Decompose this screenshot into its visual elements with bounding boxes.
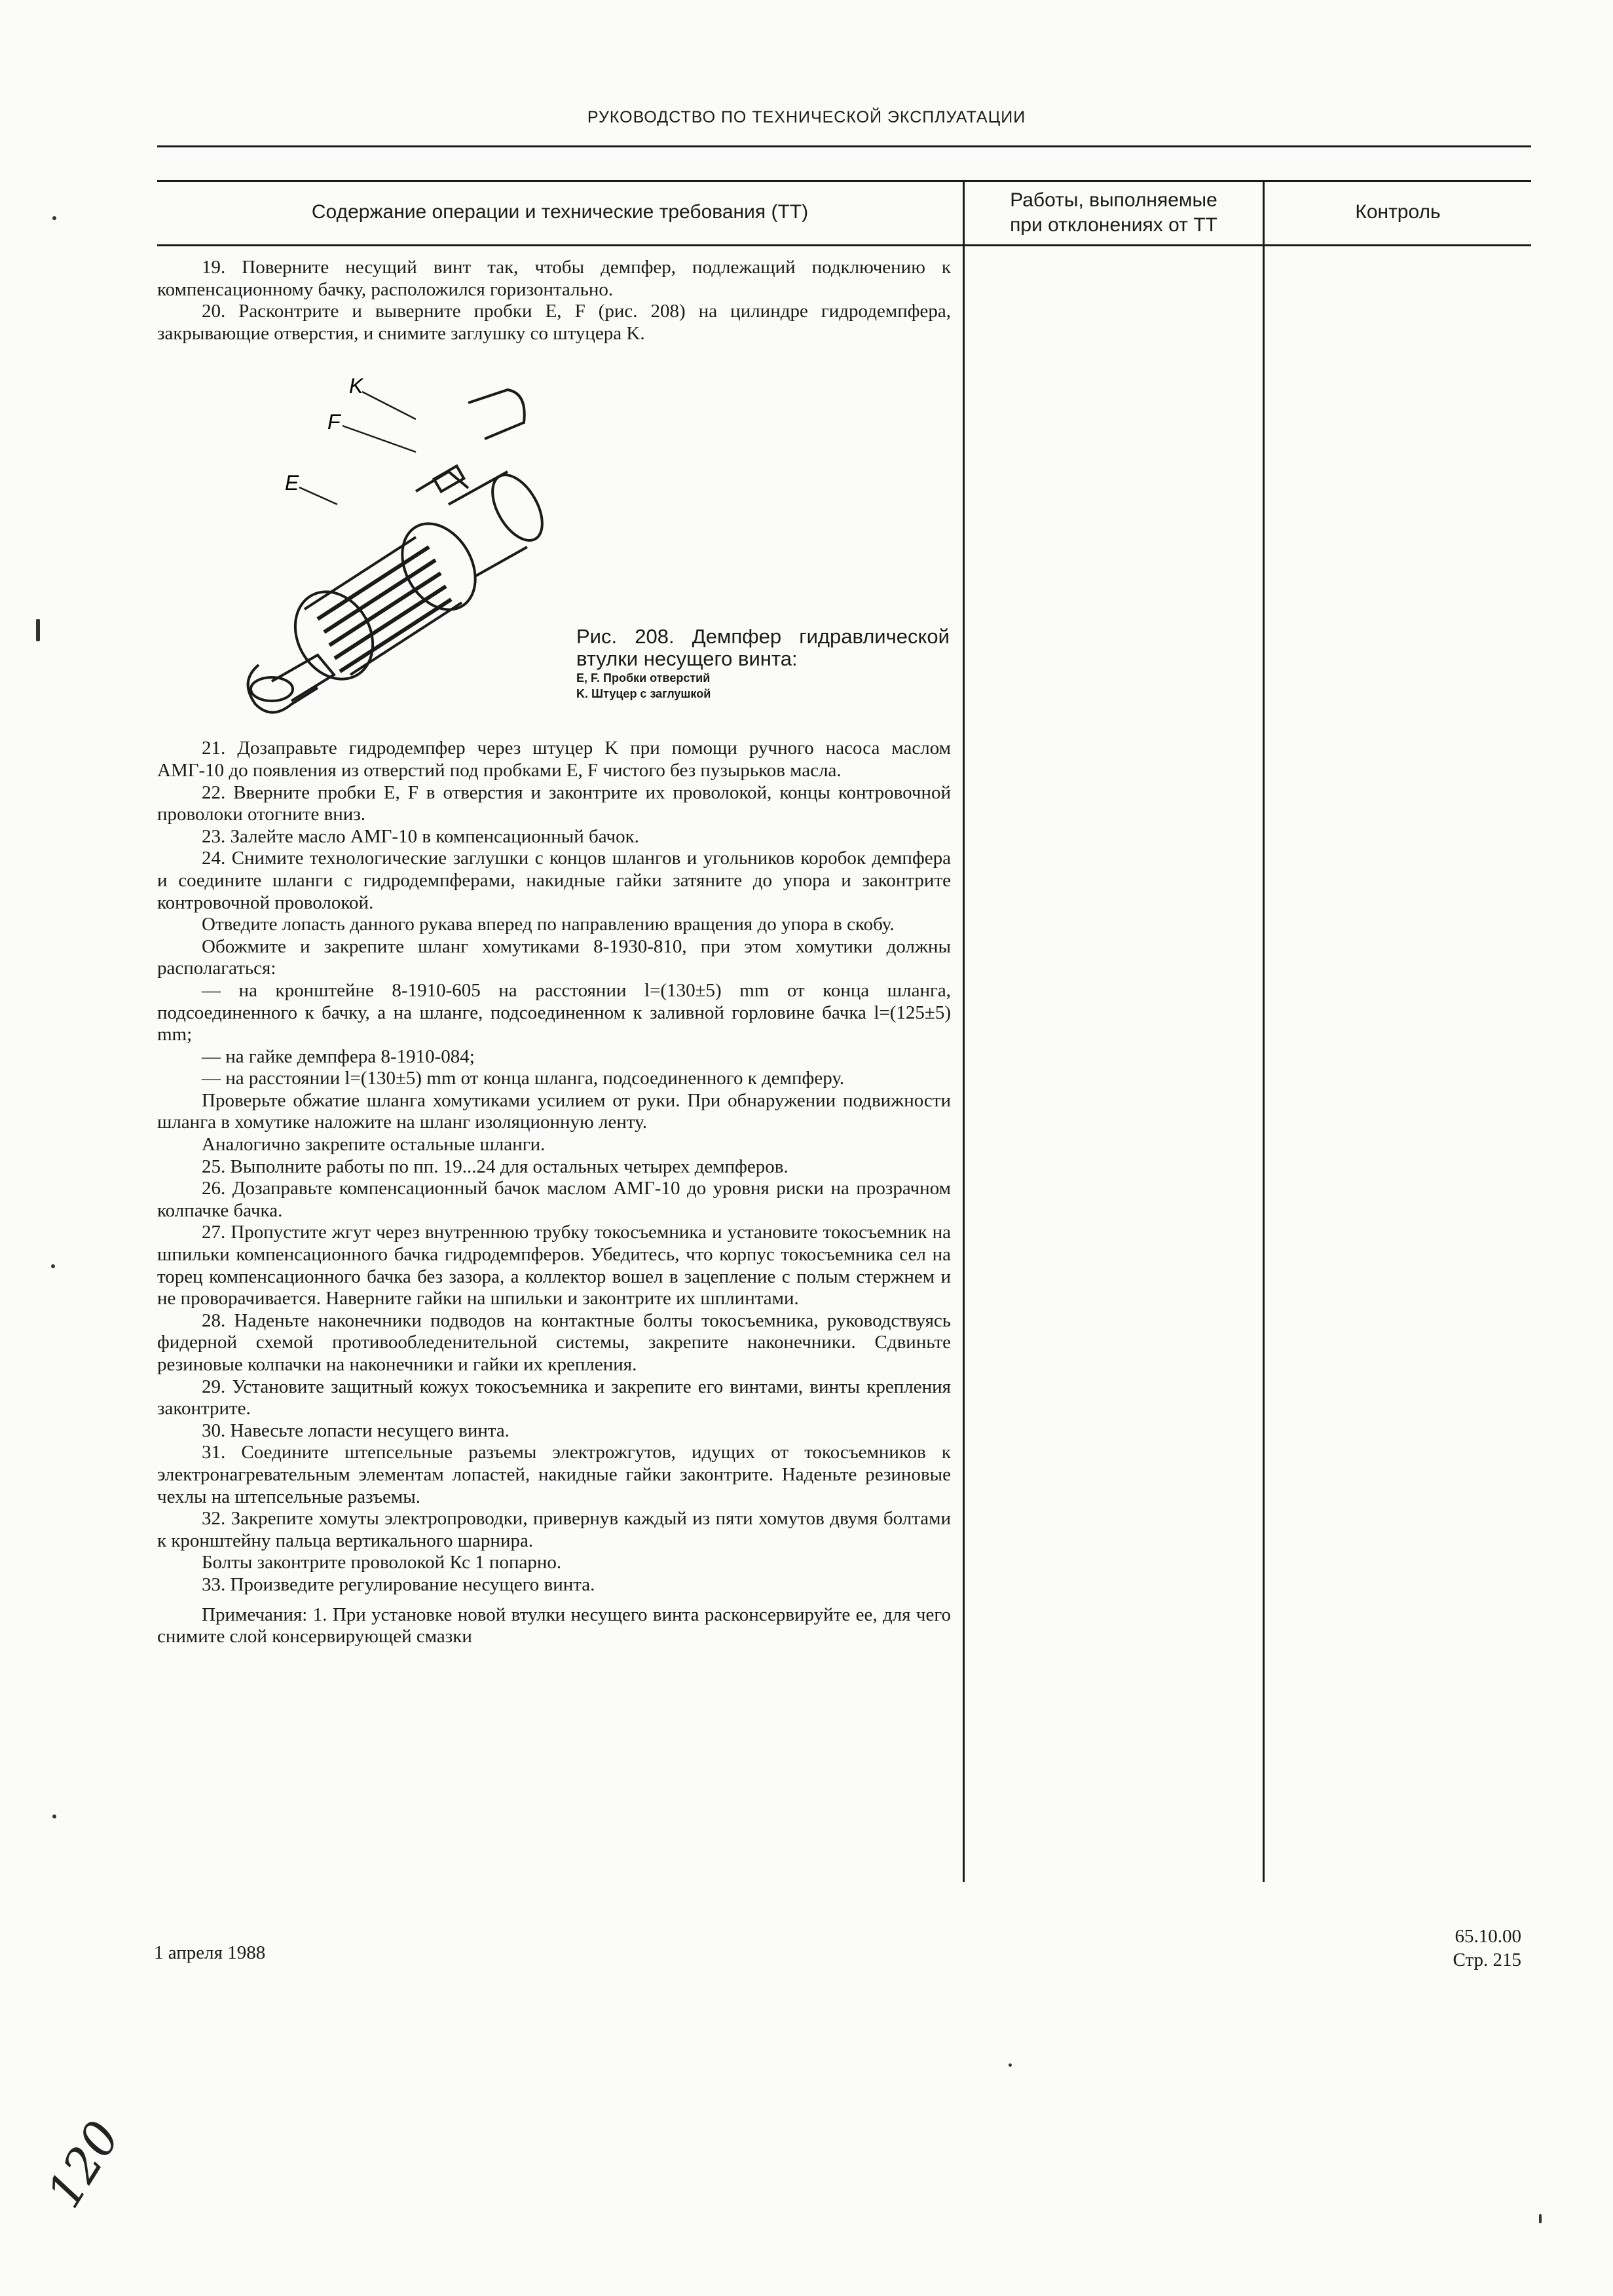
- figure-label-e: E: [285, 471, 299, 495]
- scan-mark: [1539, 2214, 1542, 2223]
- step-29: 29. Установите защитный кожух токосъемника и закрепите его винтами, винты крепления законтрите.: [157, 1376, 951, 1420]
- figure-caption: [576, 626, 950, 702]
- column-header-deviations: [965, 188, 1263, 238]
- step-20: 20. Расконтрите и выверните пробки E, F (рис. 208) на цилиндре гидродемпфера, закрывающие отверстия, и снимите заглушку со штуцера K.: [157, 301, 951, 344]
- step-26: 26. Дозаправьте компенсационный бачок маслом АМГ-10 до уровня риски на прозрачном колпачке бачка.: [157, 1178, 951, 1221]
- footer-code: 65.10.00: [1455, 1926, 1521, 1947]
- scan-mark: [52, 216, 56, 220]
- scan-mark: [36, 619, 40, 641]
- step-24-clamps: Обожмите и закрепите шланг хомутиками 8-1930-810, при этом хомутики должны располагаться:: [157, 935, 951, 979]
- column-header-content: Содержание операции и технические требования (ТТ): [311, 201, 809, 223]
- step-30: 30. Навесьте лопасти несущего винта.: [202, 1420, 510, 1441]
- steps-bottom: [157, 738, 951, 1647]
- figure-legend-ef: E, F. Пробки отверстий: [576, 671, 711, 685]
- figure-label-k: K: [349, 374, 363, 398]
- step-32-bolts: Болты законтрите проволокой Кс 1 попарно.: [202, 1552, 562, 1573]
- step-24-check: Проверьте обжатие шланга хомутиками усилием от руки. При обнаружении подвижности шланга в хомутике наложите на шланг изоляционную ленту.: [157, 1089, 951, 1133]
- figure-caption-title: Рис. 208. Демпфер гидравлической втулки несущего винта:: [576, 625, 950, 670]
- header-rule: [157, 145, 1531, 147]
- column-header-control: Контроль: [1355, 201, 1441, 223]
- handwritten-number: 120: [36, 2111, 131, 2217]
- footer-page: Стр. 215: [1453, 1949, 1521, 1970]
- step-21: 21. Дозаправьте гидродемпфер через штуцер K при помощи ручного насоса маслом АМГ-10 до появления из отверстий под пробками E, F чистого без пузырьков масла.: [157, 738, 951, 781]
- column-header-deviations-line2: при отклонениях от ТТ: [1010, 214, 1217, 236]
- scan-mark: [52, 1815, 56, 1818]
- step-22: 22. Вверните пробки E, F в отверстия и законтрите их проволокой, концы контровочной проволоки отогните вниз.: [157, 781, 951, 825]
- table-header-rule: [157, 244, 1531, 246]
- table-top-rule: [157, 180, 1531, 182]
- figure-legend-k: K. Штуцер с заглушкой: [576, 687, 711, 700]
- step-24-distance: — на расстоянии l=(130±5) mm от конца шланга, подсоединенного к демпферу.: [202, 1068, 845, 1089]
- step-24-blade: Отведите лопасть данного рукава вперед по направлению вращения до упора в скобу.: [202, 914, 895, 935]
- scan-mark: [1009, 2063, 1012, 2067]
- column-divider-1: [963, 180, 965, 1882]
- step-24-nut: — на гайке демпфера 8-1910-084;: [202, 1045, 475, 1067]
- scan-mark: [51, 1264, 55, 1268]
- note: Примечания: 1. При установке новой втулки несущего винта расконсервируйте ее, для чего снимите слой консервирующей смазки: [157, 1604, 951, 1647]
- column-divider-2: [1263, 180, 1265, 1882]
- column-header-deviations-line1: Работы, выполняемые: [1010, 189, 1217, 211]
- step-25: 25. Выполните работы по пп. 19...24 для остальных четырех демпферов.: [202, 1156, 788, 1177]
- step-19: 19. Поверните несущий винт так, чтобы демпфер, подлежащий подключению к компенсационному бачку, расположился горизонтально.: [157, 257, 951, 300]
- step-31: 31. Соедините штепсельные разъемы электрожгутов, идущих от токосъемников к электронагревательным элементам лопастей, накидные гайки законтрите. Наденьте резиновые чехлы на штепсельные разъемы.: [157, 1442, 951, 1507]
- step-24-bracket: — на кронштейне 8-1910-605 на расстоянии l=(130±5) mm от конца шланга, подсоединенного к бачку, а на шланге, подсоединенном к заливной горловине бачка l=(125±5) mm;: [157, 979, 951, 1045]
- footer-date: 1 апреля 1988: [154, 1942, 266, 1963]
- document-header: РУКОВОДСТВО ПО ТЕХНИЧЕСКОЙ ЭКСПЛУАТАЦИИ: [587, 108, 1026, 126]
- step-24-others: Аналогично закрепите остальные шланги.: [202, 1134, 546, 1156]
- step-27: 27. Пропустите жгут через внутреннюю трубку токосъемника и установите токосъемник на шпильки компенсационного бачка гидродемпферов. Убедитесь, что корпус токосъемника сел на торец компенсационного бачка без зазора, а коллектор вошел в зацепление с полым стержнем и не проворачивается. Наверните гайки на шпильки и законтрите их шплинтами.: [157, 1222, 951, 1309]
- figure-label-f: F: [327, 410, 341, 434]
- footer-page-info: [1453, 1925, 1522, 1972]
- damper-illustration: [219, 373, 586, 740]
- steps-top: [157, 257, 951, 345]
- step-23: 23. Залейте масло АМГ-10 в компенсационный бачок.: [202, 825, 639, 847]
- step-32: 32. Закрепите хомуты электропроводки, привернув каждый из пяти хомутов двумя болтами к кронштейну пальца вертикального шарнира.: [157, 1508, 951, 1551]
- step-24: 24. Снимите технологические заглушки с концов шлангов и угольников коробок демпфера и соедините шланги с гидродемпферами, накидные гайки затяните до упора и законтрите контровочной проволокой.: [157, 848, 951, 913]
- step-28: 28. Наденьте наконечники подводов на контактные болты токосъемника, руководствуясь фидерной схемой противообледенительной системы, закрепите наконечники. Сдвиньте резиновые колпачки на наконечники и гайки их крепления.: [157, 1309, 951, 1375]
- figure-208: [157, 373, 951, 747]
- step-33: 33. Произведите регулирование несущего винта.: [202, 1573, 595, 1595]
